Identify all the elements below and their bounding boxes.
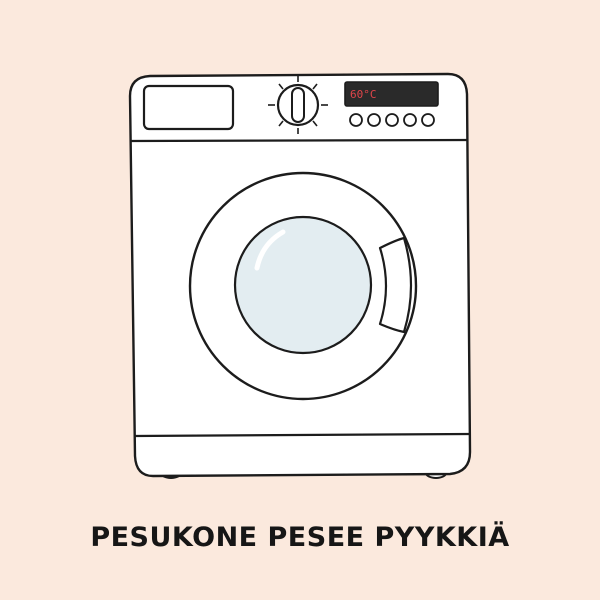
door-glass (235, 217, 371, 353)
option-button-2[interactable] (368, 114, 380, 126)
detergent-drawer[interactable] (144, 86, 233, 129)
option-button-4[interactable] (404, 114, 416, 126)
panel-divider (131, 140, 468, 141)
option-button-3[interactable] (386, 114, 398, 126)
option-button-5[interactable] (422, 114, 434, 126)
option-button-1[interactable] (350, 114, 362, 126)
caption: PESUKONE PESEE PYYKKIÄ (90, 522, 510, 553)
display-temperature: 60°C (350, 88, 377, 101)
